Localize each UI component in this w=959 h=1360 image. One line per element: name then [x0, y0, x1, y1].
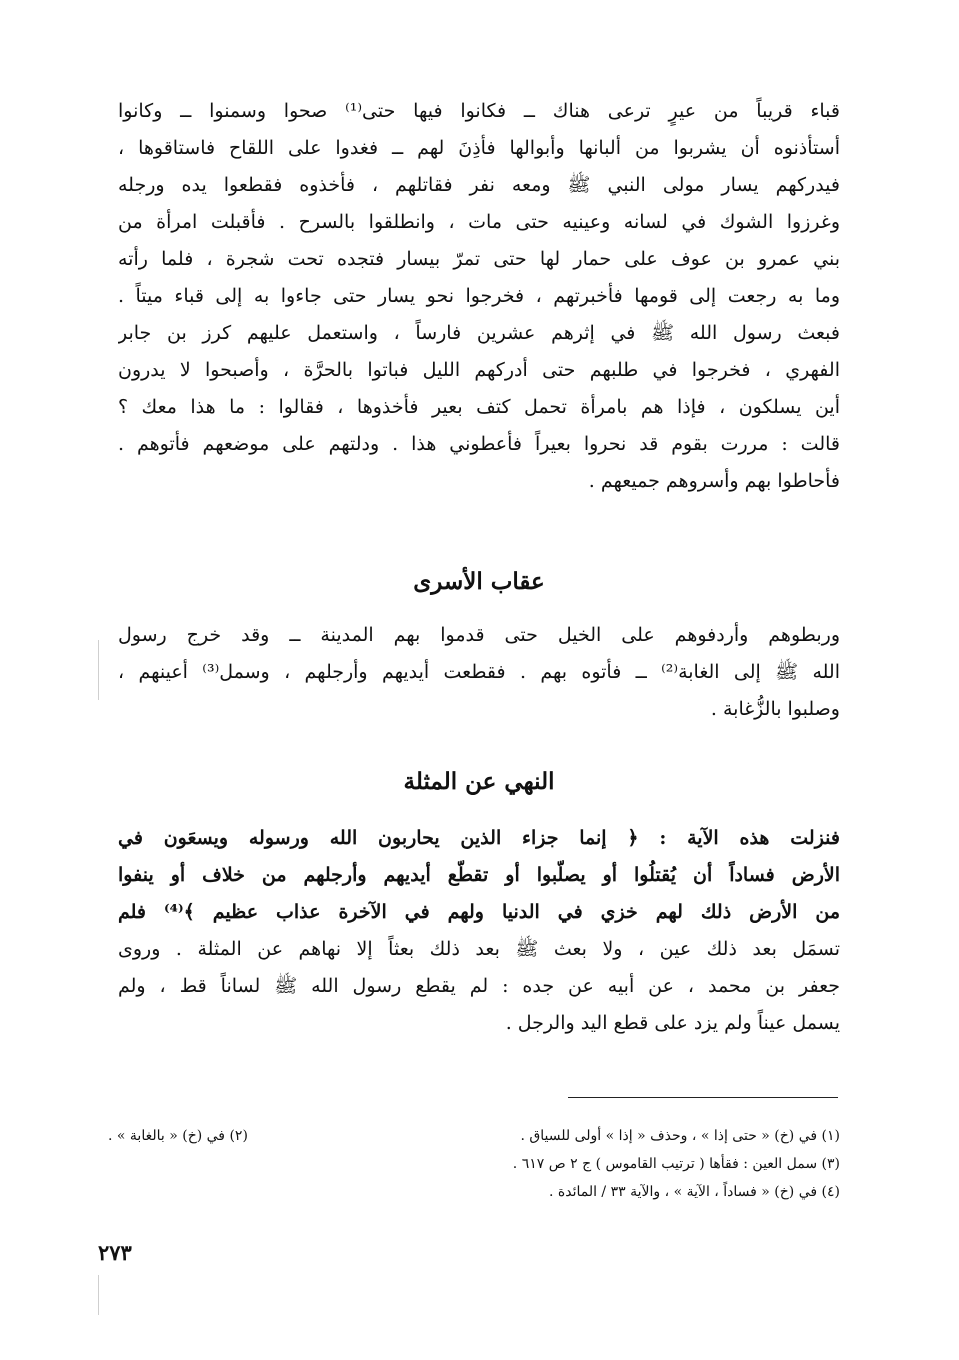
section-heading-punishment: عقاب الأسرى — [413, 568, 545, 595]
page-number: ٢٧٣ — [98, 1240, 132, 1265]
scan-margin-mark — [98, 1275, 99, 1315]
footnotes — [108, 1122, 840, 1206]
text-line: وربطوهم وأردفوهم على الخيل حتى قدموا بهم المدينة ــ وقد خرج رسول — [118, 624, 840, 646]
text-line: جعفر بن محمد ، عن أبيه عن جده : لم يقطع رسول الله ﷺ لساناً قط ، ولم — [118, 975, 840, 997]
scan-margin-mark — [98, 640, 99, 700]
text-line: فبعث رسول الله ﷺ في إثرهم عشرين فارساً ، واستعمل عليهم كرز بن جابر — [118, 322, 840, 344]
text-line: يسمل عيناً ولم يزد على قطع اليد والرجل . — [505, 1012, 840, 1034]
paragraph-verse — [118, 820, 840, 1042]
footnote-4: (٤) في (خ) « فساداً ، الآية » ، والآية ٣٣ / المائدة . — [548, 1184, 840, 1200]
footnote-3: (٣) سمل العين : فقأها ( ترتيب القاموس ) ج ٢ ص ٦١٧ . — [512, 1156, 840, 1172]
paragraph-raid — [118, 93, 840, 500]
footnote-separator — [568, 1097, 838, 1098]
text-line: وصلبوا بالزُّغابة . — [710, 698, 840, 720]
footnote-2: (٢) في (خ) « بالغابة » . — [108, 1128, 248, 1144]
text-line: وما به رجعت إلى قومها فأخبرتهم ، فخرجوا نحو يسار حتى جاءوا به إلى قباء ميتاً . — [118, 285, 840, 307]
text-line: فيدركهم يسار مولى النبي ﷺ ومعه نفر فقاتلهم ، فأخذوه فقطعوا يده ورجله — [118, 174, 840, 196]
text-line: الفهري ، فخرجوا في طلبهم حتى أدركهم الليل فباتوا بالحرَّة ، وأصبحوا لا يدرون — [118, 359, 840, 381]
text-line: الله ﷺ إلى الغابة⁽²⁾ ــ فأتوه بهم . فقطعت أيديهم وأرجلهم ، وسمل⁽³⁾ أعينهم ، — [118, 661, 840, 683]
footnote-row — [108, 1150, 840, 1178]
text-line: فنزلت هذه الآية : ﴿ إنما جزاء الذين يحاربون الله ورسوله ويسعَون في — [118, 827, 840, 849]
paragraph-punishment — [118, 617, 840, 728]
text-line: قالت : مررت بقوم قد نحروا بعيراً فأعطوني هذا . ودلتهم على موضعهم فأتوهم . — [118, 433, 840, 455]
section-heading-mutilation: النهي عن المثلة — [403, 768, 555, 795]
text-line: وغرزوا الشوك في لسانه وعينيه حتى مات ، وانطلقوا بالسرح . فأقبلت امرأة من — [118, 211, 840, 233]
text-line: أستأذنوه أن يشربوا من ألبانها وأبوالها فأذِنَ لهم ــ فغدوا على اللقاح فاستاقوها ، — [118, 137, 840, 159]
text-line: فأحاطوا بهم وأسروهم جميعهم . — [588, 470, 840, 492]
text-line: تسمَل بعد ذلك عين ، ولا بعث ﷺ بعد ذلك بعثاً إلا نهاهم عن المثلة . وروى — [118, 938, 840, 960]
text-line: بني عمرو بن عوف على حمار لها حتى تمرّ بيسار فتجده تحت شجرة ، فلما رأته — [118, 248, 840, 270]
footnote-row — [108, 1122, 840, 1150]
footnote-row — [108, 1178, 840, 1206]
text-line: من الأرض ذلك لهم خزي في الدنيا ولهم في الآخرة عذاب عظيم ﴾⁽⁴⁾ فلم — [118, 901, 840, 923]
text-line: أين يسلكون ، فإذا هم بامرأة تحمل كتف بعير فأخذوها ، فقالوا : ما هذا معك ؟ — [118, 396, 840, 418]
text-line: الأرض فساداً أن يُقتلُوا أو يصلّبوا أو تقطّع أيديهم وأرجلهم من خلاف أو ينفوا — [118, 864, 840, 886]
footnote-1: (١) في (خ) « حتى إذا » ، وحذف « إذا » أولى للسياق . — [520, 1128, 840, 1144]
text-line: قباء قريباً من عيرٍ ترعى هناك ــ فكانوا فيها حتى⁽¹⁾ صحوا وسمنوا ــ وكانوا — [118, 100, 840, 122]
